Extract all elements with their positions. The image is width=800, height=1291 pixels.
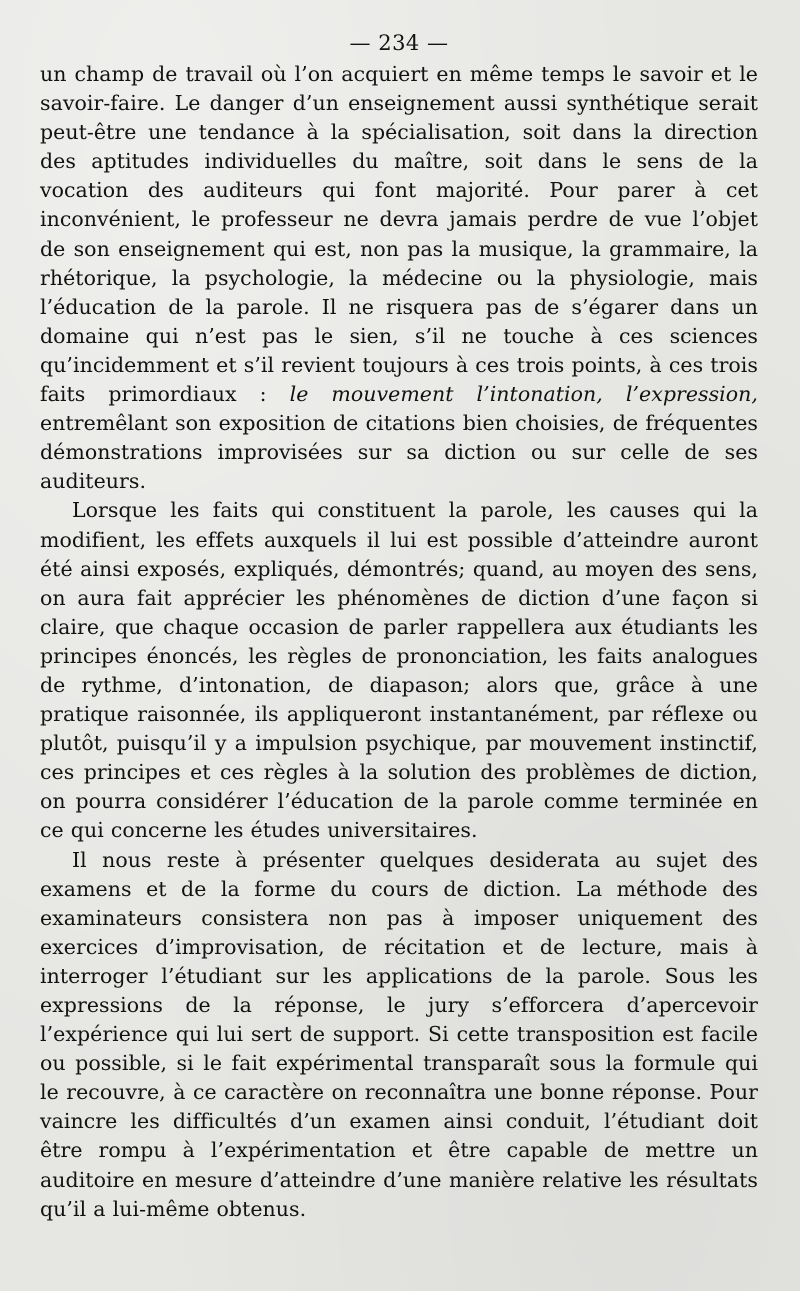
- paragraph-1-text-start: un champ de travail où l’on acquiert en même temps le savoir et le savoir-faire. Le danger d’un enseignement aussi synthétique serait peut-être une tendance à la spécialisation, soit dans la direction des aptitudes individuelles du maître, soit dans le sens de la vocation des auditeurs qui font majorité. Pour parer à cet inconvénient, le professeur ne devra jamais perdre de vue l’objet de son enseignement qui est, non pas la musique, la grammaire, la rhétorique, la psychologie, la médecine ou la physiologie, mais l’éducation de la parole. Il ne risquera pas de s’égarer dans un domaine qui n’est pas le sien, s’il ne touche à ces sciences qu’incidemment et s’il revient toujours à ces trois points, à ces trois faits primordiaux :: [40, 62, 758, 407]
- paragraph-3: Il nous reste à présenter quelques desiderata au sujet des examens et de la forme du cours de diction. La méthode des examinateurs consistera non pas à imposer uniquement des exercices d’improvisation, de récitation et de lecture, mais à interroger l’étudiant sur les applications de la parole. Sous les expressions de la réponse, le jury s’efforcera d’apercevoir l’expérience qui lui sert de support. Si cette transposition est facile ou possible, si le fait expérimental transparaît sous la formule qui le recouvre, à ce caractère on reconnaîtra une bonne réponse. Pour vaincre les difficultés d’un examen ainsi conduit, l’étudiant doit être rompu à l’expérimentation et être capable de mettre un auditoire en mesure d’atteindre d’une manière relative les résultats qu’il a lui-même obtenus.: [40, 847, 758, 1221]
- paragraph-1: [40, 60, 758, 496]
- page-number: — 234 —: [349, 31, 449, 55]
- paragraph-1-italic-terms: le mouvement l’intonation, l’expression,: [289, 382, 758, 407]
- paragraph-1-text-end: entremêlant son exposition de citations bien choisies, de fréquentes démonstrations improvisées sur sa diction ou sur celle de ses auditeurs.: [40, 411, 758, 494]
- paragraph-2: Lorsque les faits qui constituent la parole, les causes qui la modifient, les effets auxquels il lui est possible d’atteindre auront été ainsi exposés, expliqués, démontrés; quand, au moyen des sens, on aura fait apprécier les phénomènes de diction d’une façon si claire, que chaque occasion de parler rappellera aux étudiants les principes énoncés, les règles de prononciation, les faits analogues de rythme, d’intonation, de diapason; alors que, grâce à une pratique raisonnée, ils appliqueront instantanément, par réflexe ou plutôt, puisqu’il y a impulsion psychique, par mouvement instinctif, ces principes et ces règles à la solution des problèmes de diction, on pourra considérer l’éducation de la parole comme terminée en ce qui concerne les études universitaires.: [40, 498, 758, 843]
